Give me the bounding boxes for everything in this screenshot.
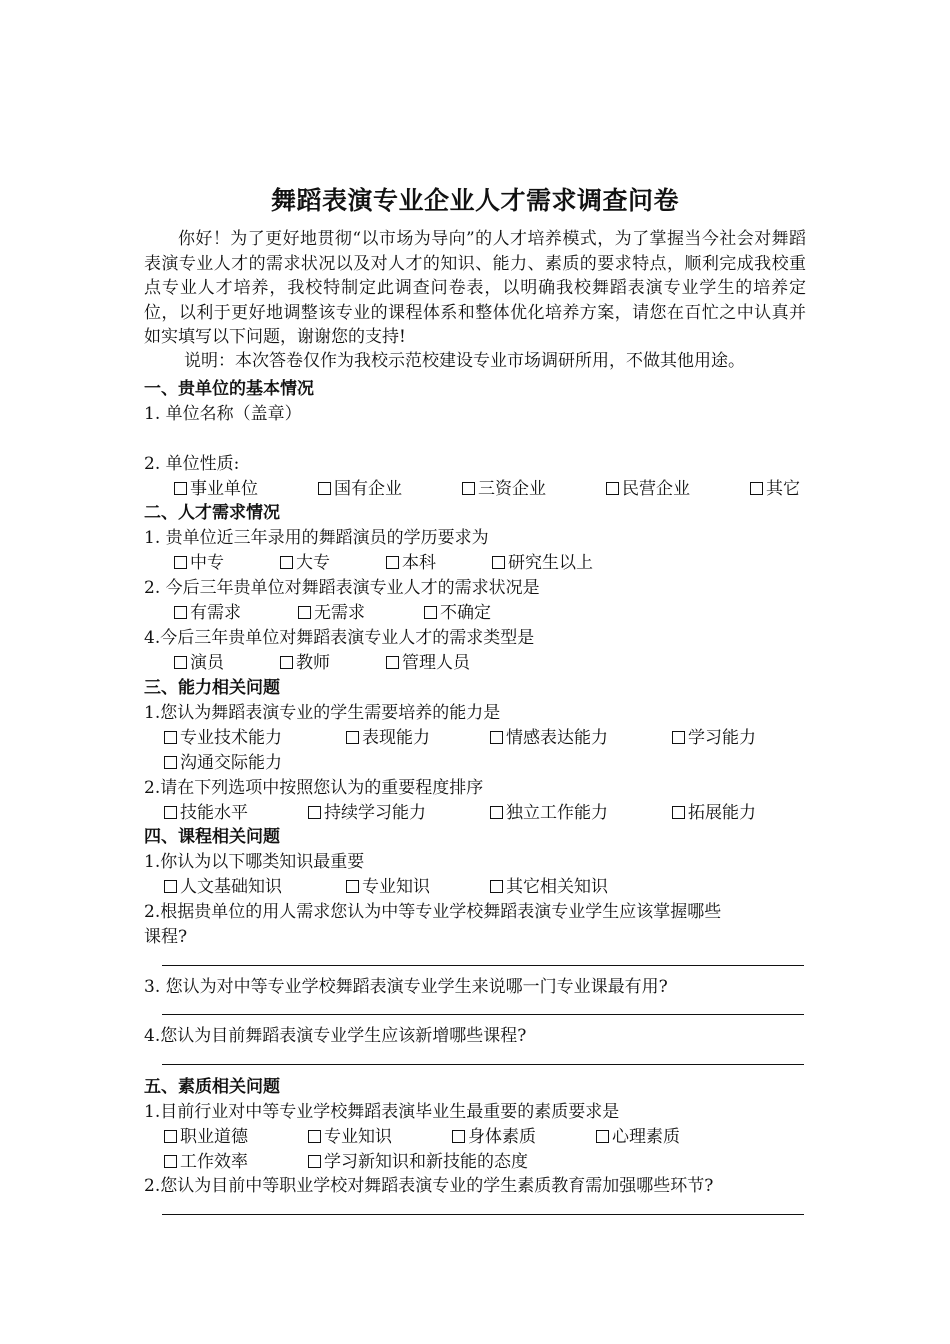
option-checkbox[interactable]: 持续学习能力 [308, 798, 426, 823]
option-checkbox[interactable]: 民营企业 [606, 474, 690, 499]
option-checkbox[interactable]: 学习新知识和新技能的态度 [308, 1147, 528, 1172]
answer-line[interactable] [162, 1014, 804, 1015]
option-checkbox[interactable]: 管理人员 [386, 648, 470, 673]
section-heading-course: 四、课程相关问题 [144, 827, 280, 847]
answer-line[interactable] [162, 1064, 804, 1065]
checkbox-icon[interactable] [672, 731, 685, 744]
checkbox-icon[interactable] [490, 880, 503, 893]
question-demand-status: 2. 今后三年贵单位对舞蹈表演专业人才的需求状况是 [144, 578, 540, 598]
checkbox-icon[interactable] [164, 880, 177, 893]
checkbox-icon[interactable] [174, 482, 187, 495]
question-abilities: 1.您认为舞蹈表演专业的学生需要培养的能力是 [144, 703, 501, 723]
checkbox-icon[interactable] [308, 806, 321, 819]
option-checkbox[interactable]: 专业知识 [308, 1122, 392, 1147]
option-checkbox[interactable]: 表现能力 [346, 723, 430, 748]
checkbox-icon[interactable] [174, 656, 187, 669]
checkbox-icon[interactable] [308, 1155, 321, 1168]
option-checkbox[interactable]: 中专 [174, 548, 224, 573]
section-heading-ability: 三、能力相关问题 [144, 678, 280, 698]
question-most-useful-course: 3. 您认为对中等专业学校舞蹈表演专业学生来说哪一门专业课最有用? [144, 977, 668, 997]
option-checkbox[interactable]: 其它相关知识 [490, 872, 608, 897]
option-checkbox[interactable]: 国有企业 [318, 474, 402, 499]
checkbox-icon[interactable] [174, 606, 187, 619]
option-checkbox[interactable]: 教师 [280, 648, 330, 673]
section-heading-quality: 五、素质相关问题 [144, 1077, 280, 1097]
option-checkbox[interactable]: 演员 [174, 648, 224, 673]
section-heading-basic-info: 一、贵单位的基本情况 [144, 379, 314, 399]
question-education: 1. 贵单位近三年录用的舞蹈演员的学历要求为 [144, 528, 489, 548]
option-checkbox[interactable]: 学习能力 [672, 723, 756, 748]
answer-line[interactable] [162, 1214, 804, 1215]
checkbox-icon[interactable] [308, 1130, 321, 1143]
note-text: 说明：本次答卷仅作为我校示范校建设专业市场调研所用，不做其他用途。 [184, 351, 745, 371]
checkbox-icon[interactable] [280, 556, 293, 569]
option-checkbox[interactable]: 职业道德 [164, 1122, 248, 1147]
option-checkbox[interactable]: 研究生以上 [492, 548, 593, 573]
option-checkbox[interactable]: 大专 [280, 548, 330, 573]
section-heading-talent-demand: 二、人才需求情况 [144, 503, 280, 523]
checkbox-icon[interactable] [452, 1130, 465, 1143]
option-checkbox[interactable]: 不确定 [424, 598, 491, 623]
question-courses: 2.根据贵单位的用人需求您认为中等专业学校舞蹈表演专业学生应该掌握哪些 [144, 902, 722, 922]
checkbox-icon[interactable] [490, 806, 503, 819]
option-checkbox[interactable]: 情感表达能力 [490, 723, 608, 748]
checkbox-icon[interactable] [424, 606, 437, 619]
question-new-courses: 4.您认为目前舞蹈表演专业学生应该新增哪些课程? [144, 1026, 527, 1046]
checkbox-icon[interactable] [318, 482, 331, 495]
checkbox-icon[interactable] [492, 556, 505, 569]
option-checkbox[interactable]: 三资企业 [462, 474, 546, 499]
option-checkbox[interactable]: 其它 [750, 474, 800, 499]
option-checkbox[interactable]: 本科 [386, 548, 436, 573]
question-quality-requirements: 1.目前行业对中等专业学校舞蹈表演毕业生最重要的素质要求是 [144, 1102, 620, 1122]
checkbox-icon[interactable] [164, 731, 177, 744]
option-checkbox[interactable]: 拓展能力 [672, 798, 756, 823]
checkbox-icon[interactable] [750, 482, 763, 495]
document-title: 舞蹈表演专业企业人才需求调查问卷 [270, 186, 679, 215]
option-checkbox[interactable]: 专业技术能力 [164, 723, 282, 748]
question-ranking: 2.请在下列选项中按照您认为的重要程度排序 [144, 778, 484, 798]
checkbox-icon[interactable] [164, 806, 177, 819]
checkbox-icon[interactable] [490, 731, 503, 744]
checkbox-icon[interactable] [174, 556, 187, 569]
checkbox-icon[interactable] [164, 1155, 177, 1168]
question-demand-type: 4.今后三年贵单位对舞蹈表演专业人才的需求类型是 [144, 628, 535, 648]
checkbox-icon[interactable] [672, 806, 685, 819]
option-checkbox[interactable]: 无需求 [298, 598, 365, 623]
option-checkbox[interactable]: 心理素质 [596, 1122, 680, 1147]
checkbox-icon[interactable] [386, 656, 399, 669]
answer-line[interactable] [162, 965, 804, 966]
question-courses-cont: 课程? [144, 927, 188, 947]
option-checkbox[interactable]: 专业知识 [346, 872, 430, 897]
checkbox-icon[interactable] [280, 656, 293, 669]
option-checkbox[interactable]: 有需求 [174, 598, 241, 623]
checkbox-icon[interactable] [346, 731, 359, 744]
question-knowledge: 1.你认为以下哪类知识最重要 [144, 852, 365, 872]
checkbox-icon[interactable] [298, 606, 311, 619]
checkbox-icon[interactable] [164, 1130, 177, 1143]
checkbox-icon[interactable] [346, 880, 359, 893]
checkbox-icon[interactable] [606, 482, 619, 495]
option-checkbox[interactable]: 技能水平 [164, 798, 248, 823]
option-checkbox[interactable]: 人文基础知识 [164, 872, 282, 897]
checkbox-icon[interactable] [462, 482, 475, 495]
option-checkbox[interactable]: 身体素质 [452, 1122, 536, 1147]
question-unit-nature: 2. 单位性质: [144, 454, 240, 474]
option-checkbox[interactable]: 沟通交际能力 [164, 748, 282, 773]
checkbox-icon[interactable] [164, 756, 177, 769]
option-checkbox[interactable]: 工作效率 [164, 1147, 248, 1172]
option-checkbox[interactable]: 独立工作能力 [490, 798, 608, 823]
question-unit-name: 1. 单位名称（盖章） [144, 404, 302, 424]
question-quality-education: 2.您认为目前中等职业学校对舞蹈表演专业的学生素质教育需加强哪些环节? [144, 1176, 714, 1196]
checkbox-icon[interactable] [386, 556, 399, 569]
checkbox-icon[interactable] [596, 1130, 609, 1143]
option-checkbox[interactable]: 事业单位 [174, 474, 258, 499]
intro-paragraph: 你好！为了更好地贯彻“以市场为导向”的人才培养模式，为了掌握当今社会对舞蹈表演专业人才的需求状况以及对人才的知识、能力、素质的要求特点，顺利完成我校重点专业人才培养，我校特制定此调查问卷表，以明确我校舞蹈表演专业学生的培养定位，以利于更好地调整该专业的课程体系和整体优化培养方案，请您在百忙之中认真并如实填写以下问题，谢谢您的支持! [144, 229, 806, 347]
